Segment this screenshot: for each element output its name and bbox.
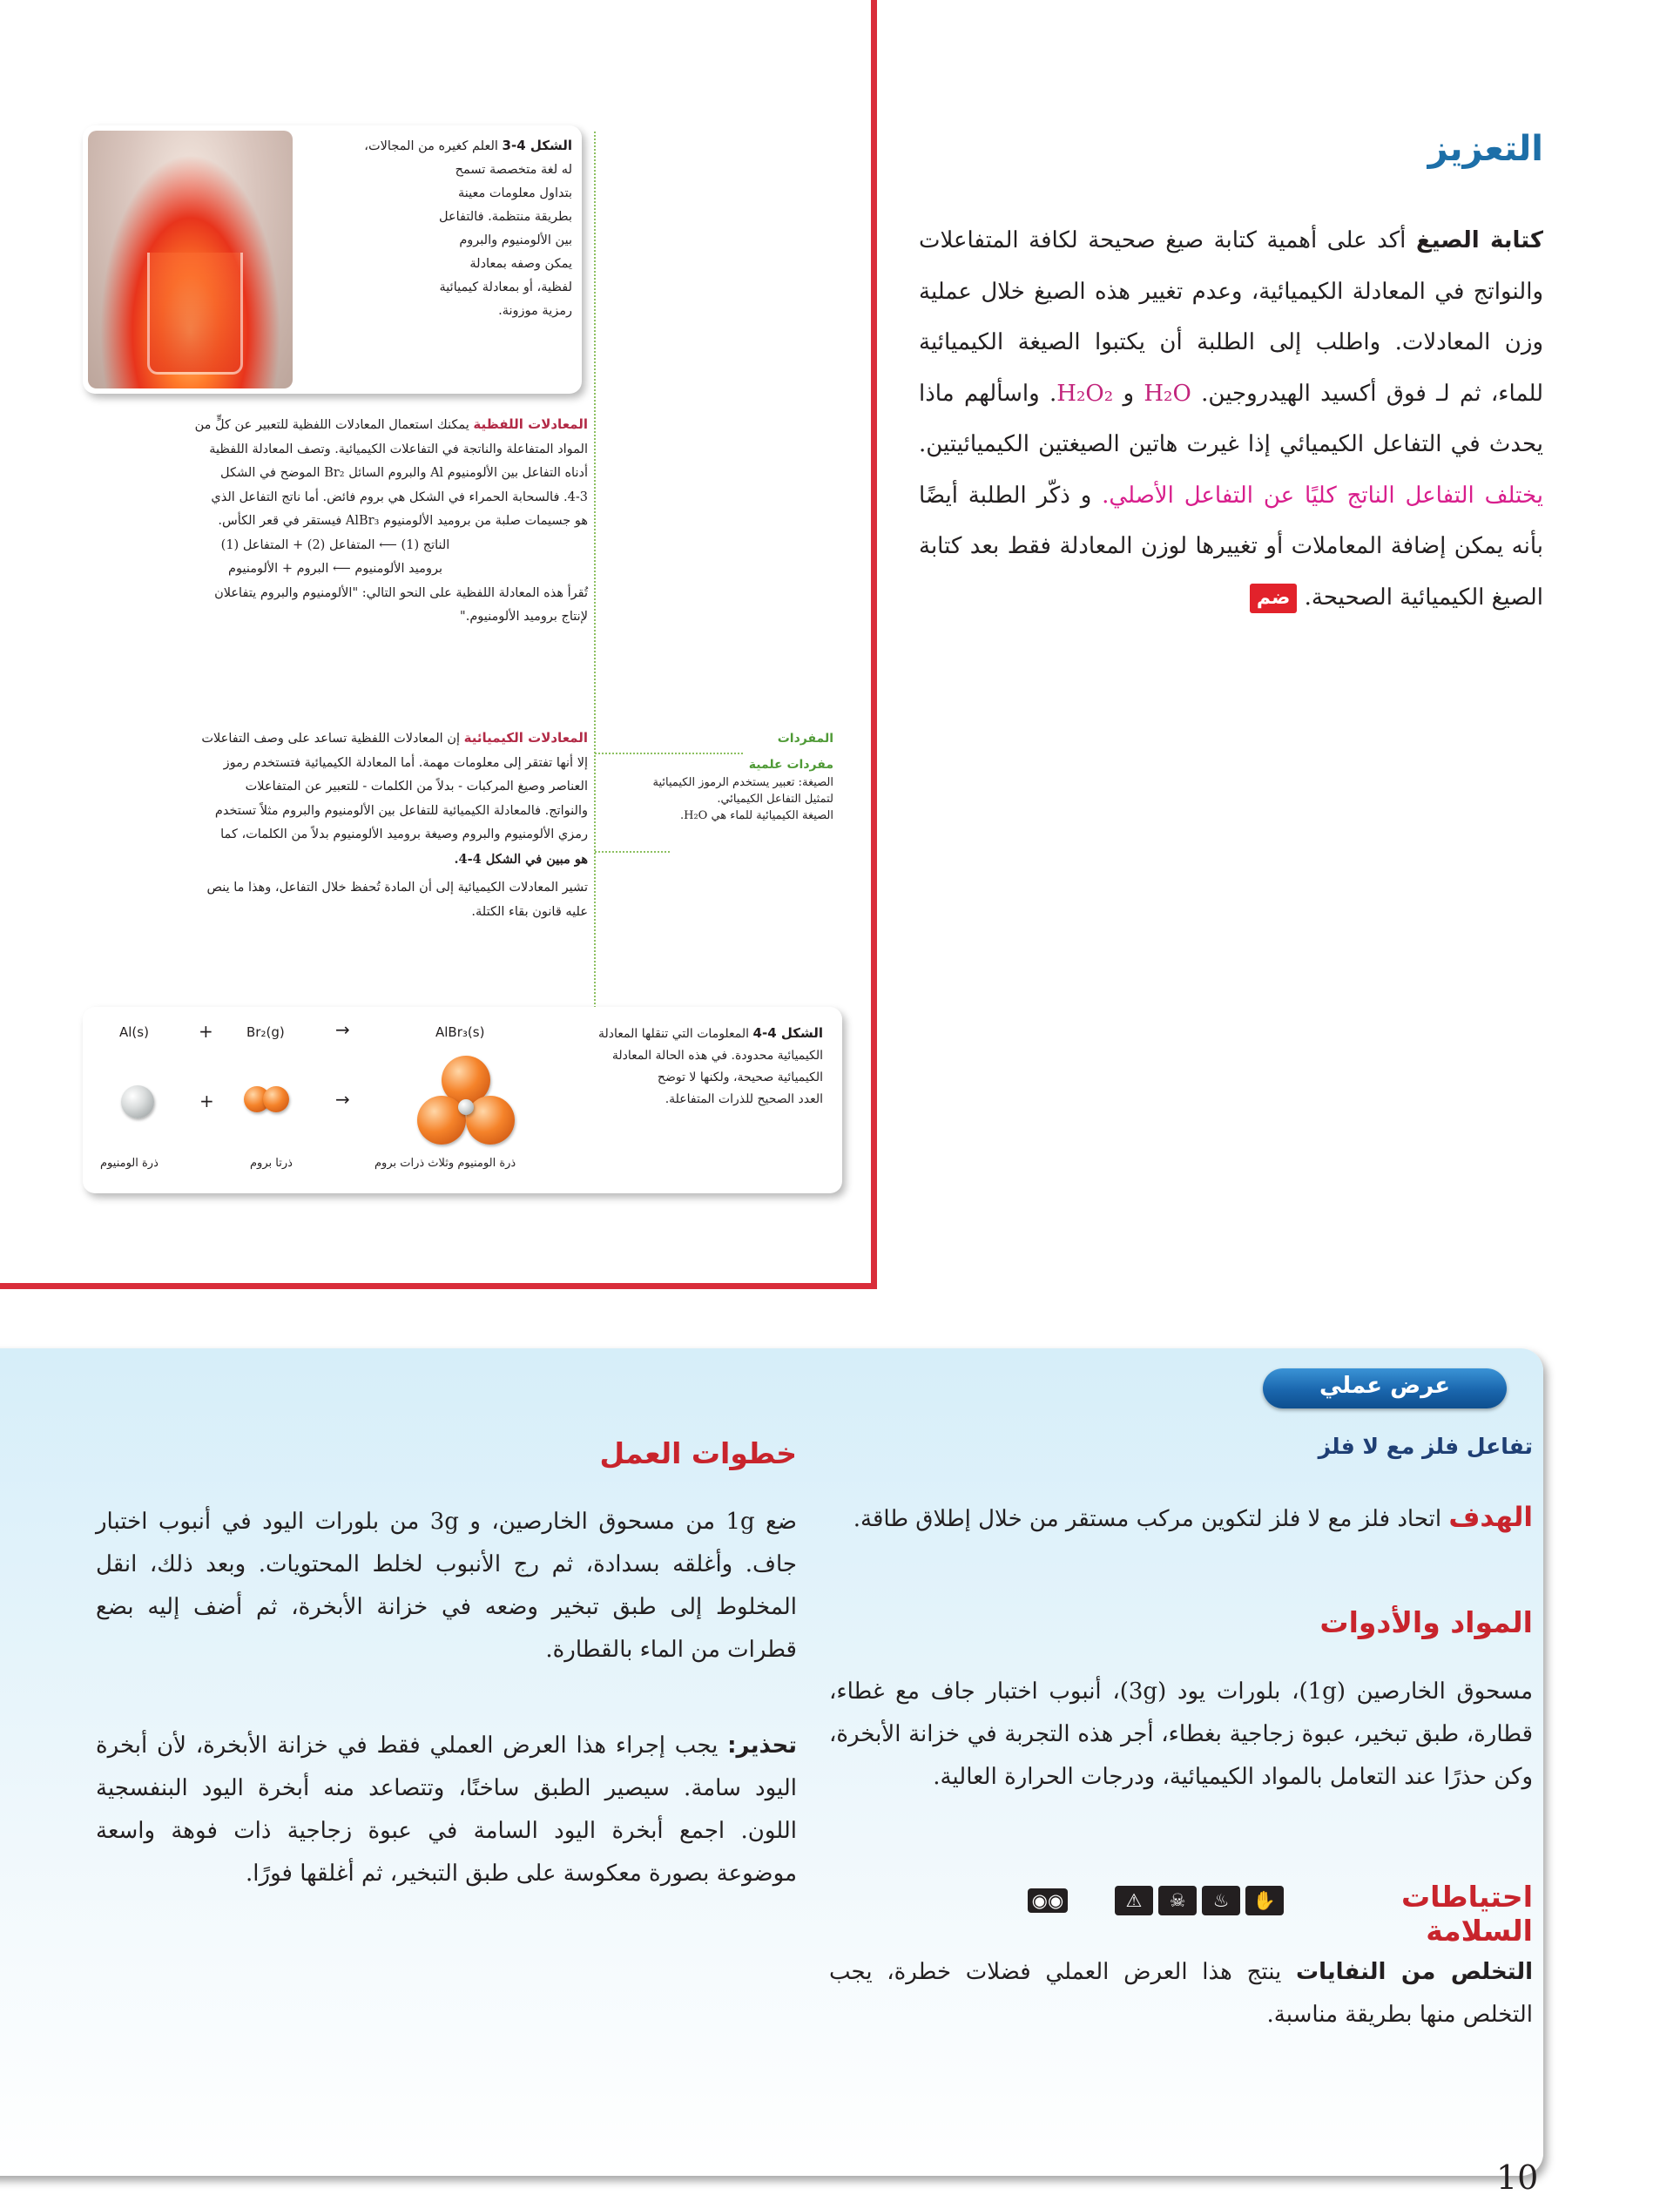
caption-line: بتداول معلومات معينة — [458, 186, 572, 200]
caption-line: الكيميائية صحيحة، ولكنها لا توضح — [657, 1070, 823, 1084]
toxic-fumes-icon: ☠ — [1158, 1886, 1197, 1915]
reinforcement-paragraph — [919, 215, 1543, 623]
reinforcement-text: أكد على أهمية كتابة صيغ صحيحة لكافة المتفاعلات والنواتج في المعادلة الكيميائية، وعدم تغيير هذه الصيغ خلال عملية وزن المعادلات. واطلب إلى الطلبة أن يكتبوا الصيغة الكيميائية للماء، ثم لـ فوق أكسيد الهيدروجين. — [919, 227, 1544, 407]
demo-goal — [829, 1496, 1533, 1541]
procedure-text: ضع 1g من مسحوق الخارصين، و 3g من بلورات اليود في أنبوب اختبار جاف. وأغلقه بسدادة، ثم رج الأنبوب لخلط المحتويات. وبعد ذلك، انقل المخلوط إلى طبق تبخير وضعه في خزانة الأبخرة، ثم أضف إليه بضع قطرات من الماء بالقطارة. — [96, 1509, 797, 1663]
paragraph-line: تشير المعادلات الكيميائية إلى أن المادة تُحفظ خلال التفاعل، وهذا ما ينص — [206, 881, 588, 895]
demo-title: تفاعل فلز مع لا فلز — [1318, 1434, 1533, 1459]
product-atoms-label: ذرة الومنيوم وثلاث ذرات بروم — [374, 1157, 516, 1170]
figure-4-4-caption — [536, 1023, 823, 1111]
materials-heading: المواد والأدوات — [1319, 1605, 1533, 1639]
page-number: 10 — [1496, 2158, 1539, 2195]
paragraph-line: عليه قانون بقاء الكتلة. — [471, 904, 588, 919]
warning-text: يجب إجراء هذا العرض العملي فقط في خزانة الأبخرة، لأن أبخرة اليود سامة. سيصير الطبق ساخنًا، وتتصاعد منه أبخرة اليود البنفسجية اللون. اجمع أبخرة اليود السامة في عبوة زجاجية ذات فوهة واسعة موضوعة بصورة معكوسة على طبق التبخير، ثم أغلقها فورًا. — [96, 1732, 797, 1887]
caption-line: بين الألومنيوم والبروم — [459, 233, 572, 247]
warning-note — [96, 1725, 797, 1895]
procedure-heading: خطوات العمل — [599, 1436, 797, 1470]
figure-4-3-label: الشكل 4-3 — [502, 138, 572, 153]
vocab-bottom-rule — [595, 851, 670, 853]
caption-line: العدد الصحيح للذرات المتفاعلة. — [665, 1092, 823, 1106]
paragraph-line: هو مبين في الشكل 4-4. — [454, 851, 588, 867]
equation-plus: + — [199, 1021, 213, 1042]
goal-label: الهدف — [1448, 1502, 1533, 1533]
reinforcement-text: . واسألهم ماذا يحدث في التفاعل الكيميائي إذا غيرت هاتين الصيغتين الكيميائيتين. — [919, 380, 1543, 457]
beaker-illustration — [147, 253, 243, 375]
vocabulary-line: الصيغة الكيميائية للماء هي H₂O. — [679, 809, 833, 822]
equation-reactant-br2: Br₂(g) — [246, 1024, 285, 1040]
peroxide-formula: H₂O₂ — [1056, 380, 1114, 407]
formula-writing-term: كتابة الصيغ — [1415, 227, 1544, 253]
vocabulary-box — [598, 729, 833, 824]
fire-icon: ♨ — [1202, 1886, 1240, 1915]
waste-disposal-note — [829, 1951, 1533, 2036]
chemical-equations-section — [83, 726, 588, 924]
connector-text: و — [1123, 380, 1135, 407]
caption-line: بطريقة منتظمة. فالتفاعل — [438, 210, 572, 224]
aluminum-atom-model — [121, 1085, 154, 1118]
figure-4-4-label: الشكل 4-4 — [752, 1025, 823, 1041]
figure-4-4-card — [83, 1007, 842, 1193]
aluminum-atom-model — [458, 1099, 474, 1115]
vocabulary-line: لتمثيل التفاعل الكيميائي. — [717, 793, 833, 806]
vocabulary-subtitle: مفردات علمية — [748, 758, 833, 772]
figure-4-3-photo — [88, 131, 293, 388]
vocabulary-title: المفردات — [777, 732, 833, 746]
bromine-atom-model — [263, 1086, 289, 1112]
paragraph-line: 4-3. فالسحابة الحمراء في الشكل هي بروم فائض. أما ناتج التفاعل الذي — [211, 490, 588, 504]
general-word-equation: الناتج (1) ⟵ المتفاعل (2) + المتفاعل (1) — [220, 537, 450, 552]
caption-line: رمزية موزونة. — [498, 304, 572, 318]
hand-wash-icon: ✋ — [1245, 1886, 1284, 1915]
word-equations-section — [83, 413, 588, 630]
student-page-thumbnail — [0, 0, 877, 1289]
chemical-equations-heading: المعادلات الكيميائية — [463, 730, 588, 746]
aluminum-atom-label: ذرة الومنيوم — [100, 1157, 159, 1170]
reinforcement-heading: التعزيز — [1427, 129, 1543, 169]
water-formula: H₂O — [1144, 380, 1191, 407]
column-divider — [594, 132, 596, 1029]
demo-tab-label: عرض عملي — [1319, 1373, 1451, 1399]
materials-text: مسحوق الخارصين (1g)، بلورات يود (3g)، أنبوب اختبار جاف مع غطاء، قطارة، طبق تبخير، عبوة زجاجية بغطاء، أجر هذه التجربة في خزانة الأبخرة، وكن حذرًا عند التعامل بالمواد الكيميائية، ودرجات الحرارة العالية. — [829, 1678, 1533, 1790]
caption-line: له لغة متخصصة تسمح — [455, 163, 572, 177]
goal-text: اتحاد فلز مع لا فلز لتكوين مركب مستقر من خلال إطلاق طاقة. — [853, 1506, 1442, 1532]
warning-label: تحذير: — [727, 1732, 798, 1759]
figure-4-3-card — [83, 125, 582, 394]
disposal-label: التخلص من النفايات — [1296, 1959, 1534, 1985]
caption-line: يمكن وصفه بمعادلة — [469, 257, 572, 271]
paragraph-line: أدناه التفاعل بين الألومنيوم Al والبروم السائل Br₂ الموضح في الشكل — [219, 466, 588, 480]
paragraph-line: والنواتج. فالمعادلة الكيميائية للتفاعل بين الألومنيوم والبروم مثلاً تستخدم — [214, 803, 588, 818]
paragraph-line: هو جسيمات صلبة من بروميد الألومنيوم AlBr₃ فيستقر في قعر الكأس. — [218, 514, 588, 528]
equation-arrow: → — [335, 1019, 350, 1040]
paragraph-line: يمكنك استعمال المعادلات اللفظية للتعبير عن كلٍّ من — [194, 418, 469, 432]
eye-protection-icon: ⚠ — [1115, 1886, 1153, 1915]
paragraph-line: المواد المتفاعلة والناتجة في التفاعلات الكيميائية. وتصف المعادلة اللفظية — [209, 442, 588, 456]
paragraph-line: العناصر وصيغ المركبات - بدلاً من الكلمات - للتعبير عن المتفاعلات — [245, 780, 588, 794]
disposal-text: ينتج هذا العرض العملي فضلات خطرة، يجب التخلص منها بطريقة مناسبة. — [829, 1959, 1533, 2028]
paragraph-line: تُقرأ هذه المعادلة اللفظية على النحو التالي: "الألومنيوم والبروم يتفاعلان — [214, 585, 588, 600]
paragraph-line: إلا أنها تفتقر إلى معلومات مهمة. أما المعادلة الكيميائية فتستخدم رموز — [223, 755, 588, 770]
bromine-atom-model — [466, 1096, 515, 1145]
equation-reactant-al: Al(s) — [119, 1024, 149, 1040]
paragraph-line: رمزي الألومنيوم والبروم وصيغة بروميد الألومنيوم بدلاً من الكلمات، كما — [220, 827, 588, 841]
caption-line: العلم كغيره من المجالات، — [364, 139, 498, 153]
reinforcement-text: و ذكّر الطلبة أيضًا بأنه يمكن إضافة المعاملات أو تغييرها لوزن المعادلة فقط بعد كتابة الصيغ الكيميائية الصحيحة. — [919, 482, 1543, 611]
caption-line: المعلومات التي تنقلها المعادلة — [598, 1027, 750, 1041]
paragraph-line: إن المعادلات اللفظية تساعد على وصف التفاعلات — [201, 732, 460, 746]
figure-4-3-caption — [318, 134, 572, 323]
model-plus: + — [199, 1091, 214, 1111]
model-arrow: → — [335, 1089, 350, 1110]
reinforcement-answer: يختلف التفاعل الناتج كليًا عن التفاعل الأصلي. — [1102, 482, 1543, 509]
bromine-atoms-label: ذرتا بروم — [250, 1157, 293, 1170]
word-equations-heading: المعادلات اللفظية — [473, 416, 588, 432]
specific-word-equation: بروميد الألومنيوم ⟵ البروم + الألومنيوم — [228, 562, 442, 576]
vocabulary-line: الصيغة: تعبير يستخدم الرموز الكيميائية — [652, 776, 833, 789]
paragraph-line: لإنتاج بروميد الألومنيوم." — [460, 610, 588, 624]
goggles-icon: ◉◉ — [1028, 1888, 1068, 1913]
caption-line: الكيميائية محدودة. في هذه الحالة المعادلة — [611, 1049, 823, 1063]
caption-line: لفظية، أو بمعادلة كيميائية — [439, 280, 572, 294]
equation-product-albr3: AlBr₃(s) — [435, 1024, 485, 1040]
skill-badge: ضم — [1250, 584, 1298, 613]
safety-heading: احتياطات السلامة — [1400, 1880, 1533, 1948]
